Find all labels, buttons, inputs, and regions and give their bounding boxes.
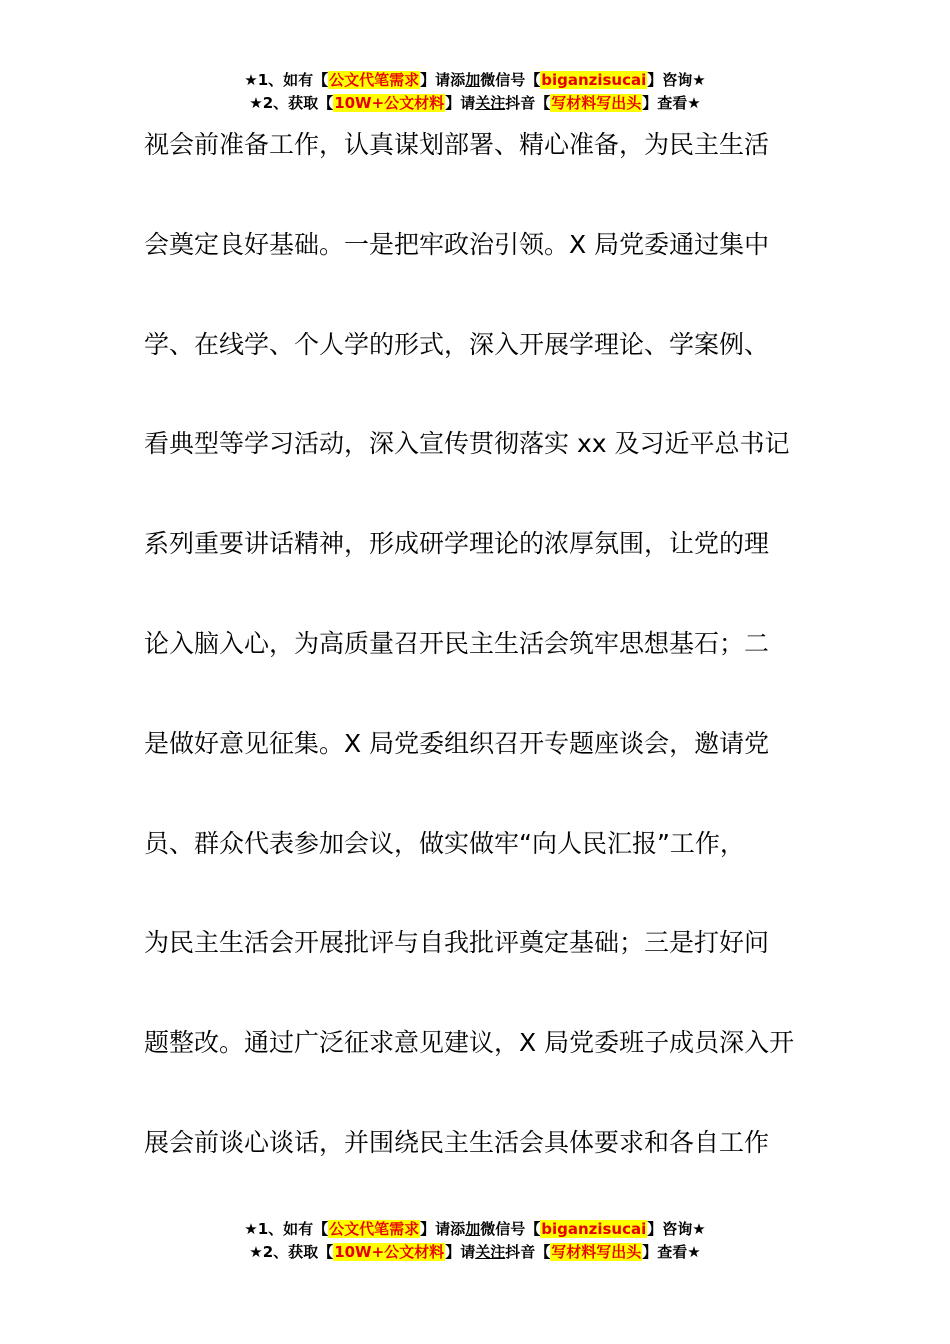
- header-line-2-text: 】请: [445, 94, 476, 112]
- footer-line-2-text: ★2、获取【: [249, 1243, 334, 1261]
- footer-line-2-text: 抖音【: [505, 1243, 551, 1261]
- header-line-2-text: 抖音【: [505, 94, 551, 112]
- body-line: 是做好意见征集。X 局党委组织召开专题座谈会，邀请党: [144, 728, 770, 758]
- footer-line-1-text: 】请添: [420, 1220, 466, 1238]
- footer-line-1: [0, 1218, 950, 1241]
- header-line-1-text: 微信号【: [480, 71, 541, 89]
- footer-line-1-text: 】咨询★: [647, 1220, 706, 1238]
- header-line-2-text: 】查看★: [642, 94, 701, 112]
- footer-line-1-text: ★1、如有【: [244, 1220, 329, 1238]
- body-line: 视会前准备工作，认真谋划部署、精心准备，为民主生活: [144, 130, 770, 159]
- header-line-1-text: 】咨询★: [647, 71, 706, 89]
- footer-highlight-materials: 10W+公文材料: [334, 1243, 445, 1261]
- header-underlined-text: 关注: [475, 94, 506, 112]
- header-line-1: [0, 69, 950, 92]
- footer-line-1-text: 微信号【: [480, 1220, 541, 1238]
- body-line: 会奠定良好基础。一是把牢政治引领。X 局党委通过集中: [144, 229, 770, 259]
- footer-highlight-wechat-id: biganzisucai: [541, 1220, 647, 1238]
- body-line: 员、群众代表参加会议，做实做牢“向人民汇报”工作，: [144, 828, 745, 858]
- footer-underlined-text: 关注: [475, 1243, 506, 1261]
- header-banner: [0, 69, 950, 115]
- body-line: 学、在线学、个人学的形式，深入开展学理论、学案例、: [144, 329, 770, 359]
- document-body: [144, 128, 824, 1226]
- footer-line-2-text: 】查看★: [642, 1243, 701, 1261]
- footer-banner: [0, 1218, 950, 1264]
- header-underlined-text: 加: [465, 71, 481, 89]
- footer-line-2-text: 】请: [445, 1243, 476, 1261]
- footer-line-2: [0, 1241, 950, 1264]
- footer-highlight-service: 公文代笔需求: [329, 1220, 420, 1238]
- body-line: 展会前谈心谈话，并围绕民主生活会具体要求和各自工作: [144, 1127, 770, 1157]
- body-line: 系列重要讲话精神，形成研学理论的浓厚氛围，让党的理: [144, 529, 770, 559]
- footer-highlight-douyin-id: 写材料写出头: [551, 1243, 642, 1261]
- header-highlight-douyin-id: 写材料写出头: [551, 94, 642, 112]
- header-line-2: [0, 92, 950, 115]
- body-line: 为民主生活会开展批评与自我批评奠定基础；三是打好问: [144, 928, 770, 958]
- header-highlight-materials: 10W+公文材料: [334, 94, 445, 112]
- body-line: 论入脑入心，为高质量召开民主生活会筑牢思想基石；二: [144, 628, 770, 658]
- header-line-1-text: 】请添: [420, 71, 466, 89]
- body-line: 看典型等学习活动，深入宣传贯彻落实 xx 及习近平总书记: [144, 429, 790, 459]
- header-line-1-text: ★1、如有【: [244, 71, 329, 89]
- body-line: 题整改。通过广泛征求意见建议，X 局党委班子成员深入开: [144, 1028, 795, 1058]
- header-line-2-text: ★2、获取【: [249, 94, 334, 112]
- header-highlight-wechat-id: biganzisucai: [541, 71, 647, 89]
- header-highlight-service: 公文代笔需求: [329, 71, 420, 89]
- footer-underlined-text: 加: [465, 1220, 481, 1238]
